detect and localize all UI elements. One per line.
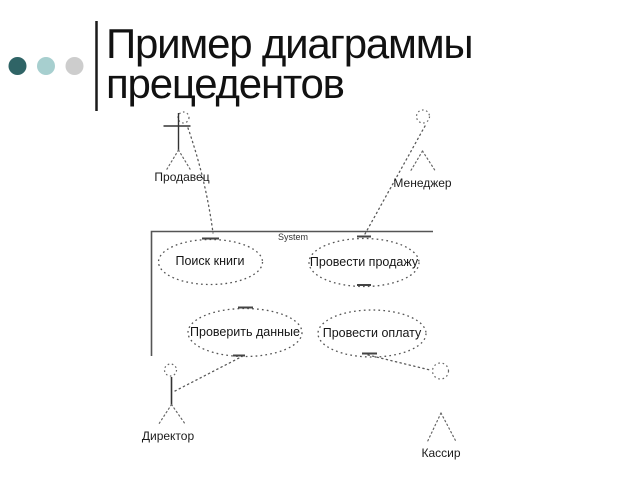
association-director-to-check <box>175 357 241 391</box>
director-actor-icon <box>159 364 186 425</box>
manager-actor-icon <box>410 110 436 172</box>
bullet-dots <box>9 57 84 75</box>
use-case-label-poisk-knigi: Поиск книги <box>175 254 245 268</box>
actor-label-cashier: Кассир <box>421 445 461 460</box>
system-boundary-label: System <box>277 231 309 242</box>
association-payment-to-cashier <box>368 355 430 370</box>
slide-title <box>106 20 473 107</box>
actor-label-manager: Менеджер <box>393 175 452 190</box>
actor-label-seller: Продавец <box>154 170 210 184</box>
use-case-label-provesti-prodazhu: Провести продажу <box>309 254 419 269</box>
cashier-actor-icon <box>428 363 457 442</box>
bullet-dot-dark-icon <box>9 57 27 75</box>
bullet-dot-teal-icon <box>37 57 55 75</box>
use-case-label-provesti-oplatu: Провести оплату <box>322 325 422 340</box>
slide-title-line2: прецедентов <box>106 60 344 107</box>
bullet-dot-gray-icon <box>66 57 84 75</box>
use-case-label-proverit-dannye: Проверить данные <box>190 324 300 339</box>
seller-actor-icon <box>164 112 192 172</box>
slide-title-line1: Пример диаграммы <box>106 20 473 67</box>
actor-label-director: Директор <box>141 428 195 443</box>
